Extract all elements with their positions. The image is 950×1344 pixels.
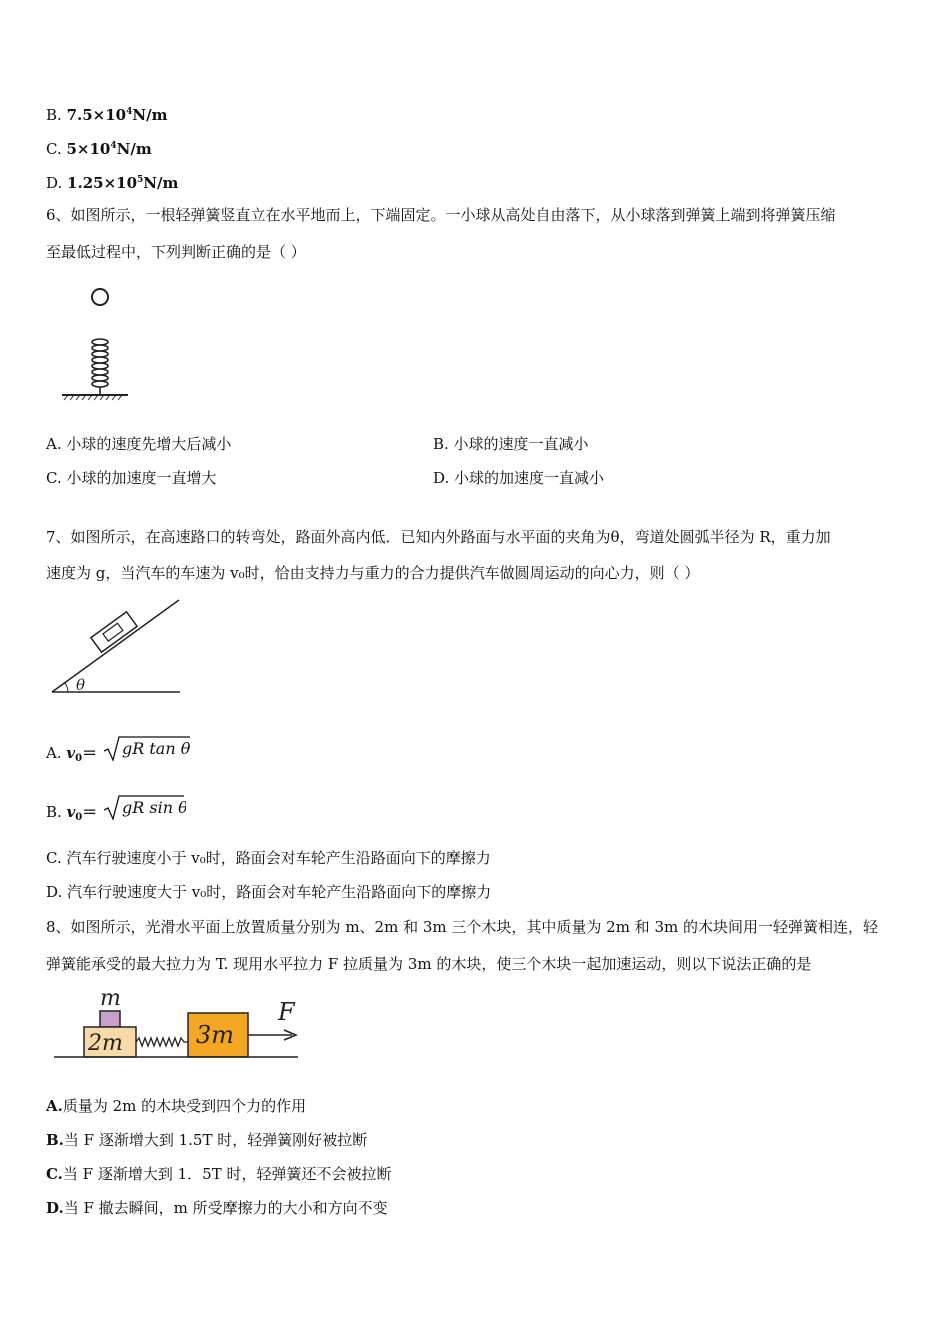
incline-line xyxy=(52,600,179,692)
label-m: m xyxy=(100,986,121,1011)
label-2m: 2m xyxy=(88,1031,123,1056)
q5-option-d: D. $1.25\times 10^5N/m$ xyxy=(46,174,179,192)
q8-blocks-figure xyxy=(50,984,310,1062)
label-F: F xyxy=(278,998,295,1026)
q7-stem-line1: 7、如图所示，在高速路口的转弯处，路面外高内低．已知内外路面与水平面的夹角为θ，弯道处圆弧半径为 R，重力加 xyxy=(46,528,831,546)
sqrt-expression-b xyxy=(102,792,186,834)
angle-arc xyxy=(65,683,68,692)
q6-spring-figure xyxy=(58,282,148,412)
q8-option-c: C.当 F 逐渐增大到 1．5T 时，轻弹簧还不会被拉断 xyxy=(46,1165,392,1183)
q5-option-c: C. $5\times 10^4N/m$ xyxy=(46,140,152,158)
q7-option-d: D. 汽车行驶速度大于 v₀时，路面会对车轮产生沿路面向下的摩擦力 xyxy=(46,883,492,901)
block-m xyxy=(100,1011,120,1027)
q6-stem-line1: 6、如图所示，一根轻弹簧竖直立在水平地而上，下端固定。一小球从高处自由落下，从小球落到弹簧上端到将弹簧压缩 xyxy=(46,206,836,224)
car-icon xyxy=(91,612,137,652)
q8-option-d: D.当 F 撤去瞬间，m 所受摩擦力的大小和方向不变 xyxy=(46,1199,388,1217)
q5-option-b: B. $7.5\times 10^4N/m$ xyxy=(46,106,168,124)
q8-stem-line1: 8、如图所示，光滑水平面上放置质量分别为 m、2m 和 3m 三个木块，其中质量为 2m 和 3m 的木块间用一轻弹簧相连，轻 xyxy=(46,918,878,936)
q7-option-a: A. $v_0=$ gR tan θ xyxy=(46,733,192,767)
svg-text:gR sin θ: gR sin θ xyxy=(122,798,187,817)
q7-option-c: C. 汽车行驶速度小于 v₀时，路面会对车轮产生沿路面向下的摩擦力 xyxy=(46,849,491,867)
q6-option-d: D. 小球的加速度一直减小 xyxy=(433,469,605,487)
label-3m: 3m xyxy=(196,1021,235,1049)
q6-option-c: C. 小球的加速度一直增大 xyxy=(46,469,217,487)
q6-option-b: B. 小球的速度一直减小 xyxy=(433,435,589,453)
q6-option-a: A. 小球的速度先增大后减小 xyxy=(46,435,232,453)
ball xyxy=(92,289,108,305)
sqrt-expression-a xyxy=(102,733,192,775)
q8-option-a: A.质量为 2m 的木块受到四个力的作用 xyxy=(46,1097,307,1115)
spring xyxy=(136,1038,188,1046)
q7-incline-figure xyxy=(48,596,188,698)
svg-text:gR tan θ: gR tan θ xyxy=(121,739,191,758)
angle-label: θ xyxy=(76,676,86,694)
q7-option-b: B. $v_0=$ gR sin θ xyxy=(46,792,186,826)
q8-option-b: B.当 F 逐渐增大到 1.5T 时，轻弹簧刚好被拉断 xyxy=(46,1131,368,1149)
q7-stem-line2: 速度为 g，当汽车的车速为 v₀时，恰由支持力与重力的合力提供汽车做圆周运动的向心力，则（ ） xyxy=(46,564,700,582)
spring-coil xyxy=(92,339,108,394)
q8-stem-line2: 弹簧能承受的最大拉力为 T. 现用水平拉力 F 拉质量为 3m 的木块，使三个木块一起加速运动，则以下说法正确的是 xyxy=(46,955,812,973)
q6-stem-line2: 至最低过程中，下列判断正确的是（ ） xyxy=(46,243,306,261)
